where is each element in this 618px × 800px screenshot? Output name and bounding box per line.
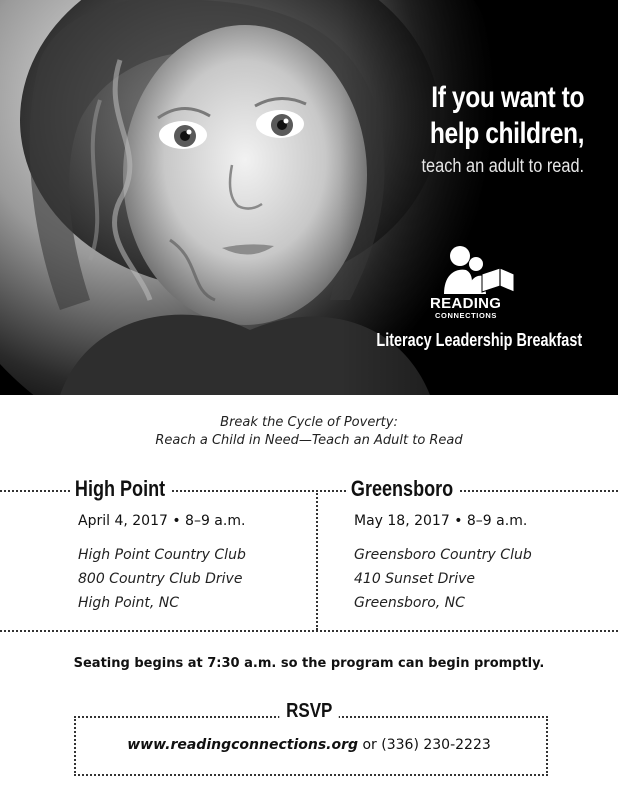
reading-connections-logo	[428, 244, 528, 322]
venue-name: High Point Country Club	[78, 547, 246, 563]
rsvp-contact-line	[0, 737, 618, 753]
headline-line-1: If you want to	[431, 81, 584, 114]
logo-brand-line-1: READING	[430, 295, 502, 312]
street-address: 800 Country Club Drive	[78, 571, 243, 587]
location-title-greensboro: Greensboro	[346, 476, 458, 502]
event-name: Literacy Leadership Breakfast	[376, 330, 582, 350]
center-dotted-divider	[316, 490, 318, 630]
rsvp-title-wrap	[0, 700, 618, 723]
city-state: High Point, NC	[78, 595, 180, 611]
rsvp-connector: or	[362, 737, 377, 753]
hero-banner	[0, 0, 618, 395]
rsvp-title: RSVP	[279, 700, 339, 723]
headline-subline: teach an adult to read.	[421, 156, 584, 177]
rsvp-website-link[interactable]: www.readingconnections.org	[127, 737, 359, 753]
reading-connections-logo-icon	[438, 244, 518, 296]
tagline-line-2: Reach a Child in Need—Teach an Adult to Read	[155, 433, 463, 448]
seating-note: Seating begins at 7:30 a.m. so the program can begin promptly.	[73, 656, 545, 671]
location-address-greensboro	[354, 543, 532, 615]
tagline	[0, 414, 618, 450]
venue-name: Greensboro Country Club	[354, 547, 532, 563]
rsvp-phone[interactable]: (336) 230-2223	[381, 737, 491, 753]
city-state: Greensboro, NC	[354, 595, 465, 611]
location-address-high-point	[78, 543, 246, 615]
bottom-dotted-divider	[0, 630, 618, 632]
location-title-high-point: High Point	[70, 476, 170, 502]
headline-line-2: help children,	[429, 117, 584, 150]
tagline-line-1: Break the Cycle of Poverty:	[220, 415, 398, 430]
street-address: 410 Sunset Drive	[354, 571, 475, 587]
logo-brand-line-2: CONNECTIONS	[435, 311, 498, 320]
location-date-high-point: April 4, 2017 • 8–9 a.m.	[78, 513, 246, 529]
location-date-greensboro: May 18, 2017 • 8–9 a.m.	[354, 513, 528, 529]
hero-headline	[395, 80, 584, 180]
